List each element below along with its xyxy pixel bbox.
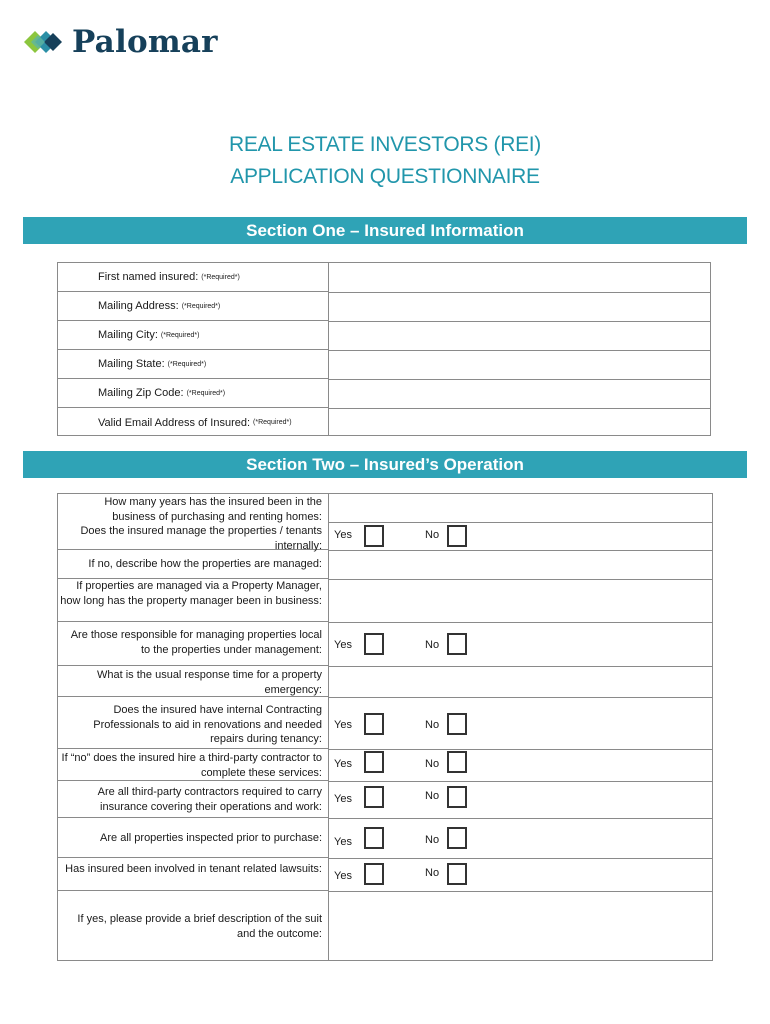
question-cell-describe-management bbox=[58, 550, 328, 579]
question-cell-inspection bbox=[58, 818, 328, 858]
internal-contractors-no-checkbox[interactable] bbox=[447, 713, 467, 735]
answer-divider bbox=[328, 522, 712, 523]
years-in-business-input[interactable] bbox=[329, 494, 712, 522]
question-text: How many years has the insured been in the business of purchasing and renting homes: bbox=[104, 496, 322, 523]
field-label: Mailing City: bbox=[98, 329, 158, 341]
lawsuit-description-input[interactable] bbox=[329, 892, 712, 960]
question-cell-response-time bbox=[58, 666, 328, 697]
page-title-line-2: APPLICATION QUESTIONNAIRE bbox=[230, 165, 540, 188]
local-managers-yes-checkbox[interactable] bbox=[364, 633, 384, 655]
no-label: No bbox=[425, 834, 440, 846]
required-tag: (*Required*) bbox=[167, 360, 207, 368]
page-title-line-1: REAL ESTATE INVESTORS (REI) bbox=[228, 133, 542, 156]
palomar-mark-icon bbox=[24, 27, 66, 57]
inspection-no-checkbox[interactable] bbox=[447, 827, 467, 849]
question-cell-lawsuits bbox=[58, 858, 328, 891]
section-two-heading: Section Two – Insured’s Operation bbox=[23, 451, 747, 478]
no-label: No bbox=[425, 790, 440, 802]
field-row-first-named-insured bbox=[58, 263, 328, 292]
brand-name: Palomar bbox=[72, 24, 218, 60]
inspection-yes-checkbox[interactable] bbox=[364, 827, 384, 849]
yes-label: Yes bbox=[334, 836, 352, 848]
property-manager-tenure-input[interactable] bbox=[329, 580, 712, 622]
field-row-mailing-city bbox=[58, 321, 328, 350]
manage-internally-yes-checkbox[interactable] bbox=[364, 525, 384, 547]
field-label: First named insured: bbox=[98, 271, 199, 283]
question-cell-property-manager-tenure bbox=[58, 579, 328, 622]
question-text: Does the insured manage the properties / tenants internally: bbox=[80, 525, 322, 552]
question-cell-third-party-hire bbox=[58, 749, 328, 781]
yes-label: Yes bbox=[334, 719, 352, 731]
yes-label: Yes bbox=[334, 758, 352, 770]
insured-operation-table bbox=[57, 493, 713, 961]
first-named-insured-input[interactable] bbox=[329, 263, 710, 293]
answer-divider bbox=[328, 858, 712, 859]
no-label: No bbox=[425, 719, 440, 731]
yes-label: Yes bbox=[334, 529, 352, 541]
mailing-address-input[interactable] bbox=[329, 292, 710, 322]
mailing-city-input[interactable] bbox=[329, 321, 710, 351]
question-cell-contractor-insurance bbox=[58, 781, 328, 818]
field-row-mailing-address bbox=[58, 292, 328, 321]
field-label: Mailing State: bbox=[98, 358, 165, 370]
yes-label: Yes bbox=[334, 639, 352, 651]
question-text: Does the insured have internal Contracting Professionals to aid in renovations and needed repairs during tenancy: bbox=[93, 704, 322, 745]
field-label: Mailing Address: bbox=[98, 300, 179, 312]
question-text: Are all third-party contractors required to carry insurance covering their operations and work: bbox=[97, 786, 322, 813]
contractor-insurance-yes-checkbox[interactable] bbox=[364, 786, 384, 808]
lawsuits-no-checkbox[interactable] bbox=[447, 863, 467, 885]
yes-label: Yes bbox=[334, 793, 352, 805]
field-row-mailing-state bbox=[58, 350, 328, 379]
manage-internally-no-checkbox[interactable] bbox=[447, 525, 467, 547]
question-text: What is the usual response time for a property emergency: bbox=[97, 669, 322, 696]
mailing-state-input[interactable] bbox=[329, 350, 710, 380]
question-text: Has insured been involved in tenant related lawsuits: bbox=[65, 863, 322, 875]
contractor-insurance-no-checkbox[interactable] bbox=[447, 786, 467, 808]
no-label: No bbox=[425, 758, 440, 770]
question-text: Are all properties inspected prior to purchase: bbox=[100, 832, 322, 844]
required-tag: (*Required*) bbox=[181, 302, 221, 310]
question-text: If no, describe how the properties are managed: bbox=[88, 558, 322, 570]
no-label: No bbox=[425, 529, 440, 541]
response-time-input[interactable] bbox=[329, 667, 712, 697]
email-input[interactable] bbox=[329, 408, 710, 435]
field-label: Valid Email Address of Insured: bbox=[98, 416, 251, 429]
answer-divider bbox=[328, 622, 712, 623]
question-text: If yes, please provide a brief description of the suit and the outcome: bbox=[77, 913, 322, 940]
required-tag: (*Required*) bbox=[186, 389, 226, 397]
question-text: If properties are managed via a Property Manager, how long has the property manager been in business: bbox=[60, 580, 322, 607]
question-cell-years-managed bbox=[58, 494, 328, 550]
answer-divider bbox=[328, 749, 712, 750]
question-text: Are those responsible for managing properties local to the properties under management: bbox=[70, 629, 322, 656]
field-label: Mailing Zip Code: bbox=[98, 387, 184, 399]
answer-divider bbox=[328, 697, 712, 698]
answer-divider bbox=[328, 781, 712, 782]
field-row-mailing-zip bbox=[58, 379, 328, 408]
answer-divider bbox=[328, 818, 712, 819]
required-tag: (*Required*) bbox=[201, 273, 240, 281]
required-tag: (*Required*) bbox=[253, 419, 292, 426]
mailing-zip-input[interactable] bbox=[329, 379, 710, 409]
third-party-hire-yes-checkbox[interactable] bbox=[364, 751, 384, 773]
internal-contractors-yes-checkbox[interactable] bbox=[364, 713, 384, 735]
palomar-logo bbox=[24, 24, 218, 60]
section-one-heading: Section One – Insured Information bbox=[23, 217, 747, 244]
yes-label: Yes bbox=[334, 870, 352, 882]
no-label: No bbox=[425, 867, 440, 879]
field-row-email bbox=[58, 408, 328, 437]
insured-information-table bbox=[57, 262, 711, 436]
no-label: No bbox=[425, 639, 440, 651]
question-cell-lawsuit-description bbox=[58, 891, 328, 960]
required-tag: (*Required*) bbox=[160, 331, 200, 339]
local-managers-no-checkbox[interactable] bbox=[447, 633, 467, 655]
question-cell-internal-contractors bbox=[58, 697, 328, 749]
third-party-hire-no-checkbox[interactable] bbox=[447, 751, 467, 773]
describe-management-input[interactable] bbox=[329, 551, 712, 579]
lawsuits-yes-checkbox[interactable] bbox=[364, 863, 384, 885]
question-cell-local-managers bbox=[58, 622, 328, 666]
question-text: If “no” does the insured hire a third-party contractor to complete these services: bbox=[61, 752, 322, 779]
